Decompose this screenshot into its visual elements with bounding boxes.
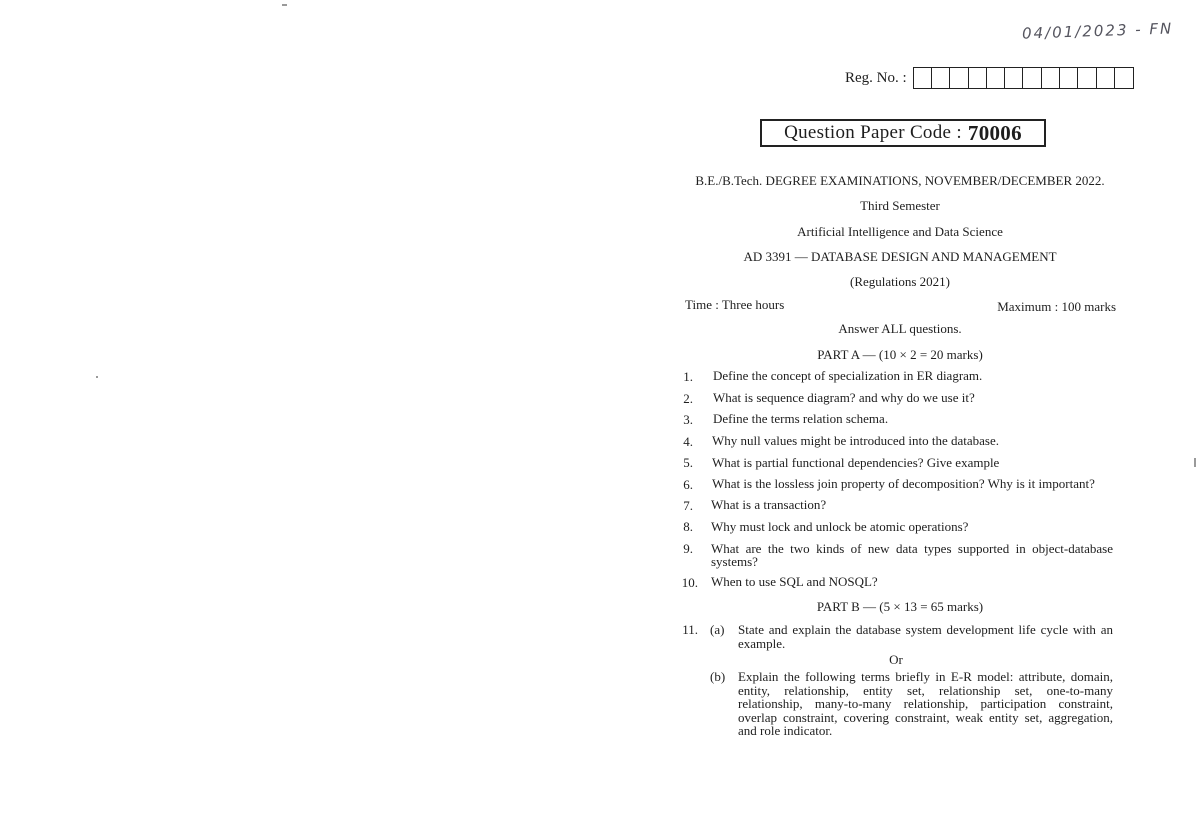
reg-number-boxes: [913, 67, 1135, 89]
handwritten-date-note: 04/01/2023 - FN: [1021, 19, 1174, 43]
subquestion-text: State and explain the database system development life cycle with an example.: [738, 622, 1113, 651]
reg-digit-box: [969, 68, 987, 88]
scan-mark: [282, 4, 287, 6]
time-allowed: Time : Three hours: [685, 297, 785, 312]
question-number: 11.: [682, 622, 698, 637]
reg-number-field: [845, 67, 1134, 89]
question-number: 5.: [683, 455, 693, 470]
question-number: 9.: [683, 541, 693, 556]
reg-digit-box: [1078, 68, 1096, 88]
reg-number-label: Reg. No. :: [845, 69, 907, 86]
question-text: What are the two kinds of new data types supported in object-database systems?: [711, 541, 1113, 569]
scan-mark: [1194, 458, 1196, 467]
reg-digit-box: [914, 68, 932, 88]
reg-digit-box: [932, 68, 950, 88]
reg-digit-box: [1097, 68, 1115, 88]
question-text: What is sequence diagram? and why do we use it?: [713, 390, 975, 405]
question-text: When to use SQL and NOSQL?: [711, 574, 878, 589]
reg-digit-box: [1042, 68, 1060, 88]
question-paper-code-box: [760, 119, 1046, 147]
exam-title: B.E./B.Tech. DEGREE EXAMINATIONS, NOVEMBER/DECEMBER 2022.: [695, 173, 1105, 188]
maximum-marks: Maximum : 100 marks: [997, 299, 1116, 314]
question-number: 6.: [683, 477, 693, 492]
reg-digit-box: [950, 68, 968, 88]
part-a-title: PART A — (10 × 2 = 20 marks): [817, 347, 983, 362]
question-paper-code-label: Question Paper Code :: [784, 122, 962, 143]
reg-digit-box: [1005, 68, 1023, 88]
question-text: What is partial functional dependencies? Give example: [712, 455, 1000, 470]
or-divider: Or: [889, 652, 903, 667]
regulations: (Regulations 2021): [849, 274, 950, 289]
question-number: 10.: [681, 575, 698, 590]
question-number: 4.: [683, 434, 693, 449]
course-title: AD 3391 — DATABASE DESIGN AND MANAGEMENT: [743, 249, 1057, 264]
question-text: Why null values might be introduced into the database.: [712, 433, 1000, 448]
reg-digit-box: [1060, 68, 1078, 88]
question-number: 1.: [683, 369, 693, 384]
subquestion-label: (b): [710, 669, 726, 684]
reg-digit-box: [1023, 68, 1041, 88]
scan-mark: [96, 376, 98, 378]
question-text: What is the lossless join property of decomposition? Why is it important?: [712, 476, 1095, 491]
question-text: Define the concept of specialization in ER diagram.: [713, 368, 983, 383]
question-text: Why must lock and unlock be atomic operations?: [711, 519, 969, 534]
question-number: 2.: [683, 391, 693, 406]
question-paper-code: 70006: [967, 120, 1022, 145]
reg-digit-box: [987, 68, 1005, 88]
question-text: What is a transaction?: [711, 497, 827, 512]
question-number: 7.: [683, 498, 693, 513]
reg-digit-box: [1115, 68, 1133, 88]
question-text: Define the terms relation schema.: [713, 411, 889, 426]
question-number: 8.: [683, 519, 693, 534]
part-b-title: PART B — (5 × 13 = 65 marks): [816, 599, 984, 614]
subquestion-text: Explain the following terms briefly in E-R model: attribute, domain, entity, relationship, entity set, relationship set, one-to-many relationship, many-to-many relationship, participation constraint, overlap constraint, covering constraint, weak entity set, aggregation, and role indicator.: [738, 669, 1113, 738]
subquestion-label: (a): [710, 622, 725, 637]
question-number: 3.: [683, 412, 693, 427]
semester: Third Semester: [860, 198, 940, 213]
department: Artificial Intelligence and Data Science: [797, 224, 1003, 239]
instruction: Answer ALL questions.: [838, 321, 962, 336]
